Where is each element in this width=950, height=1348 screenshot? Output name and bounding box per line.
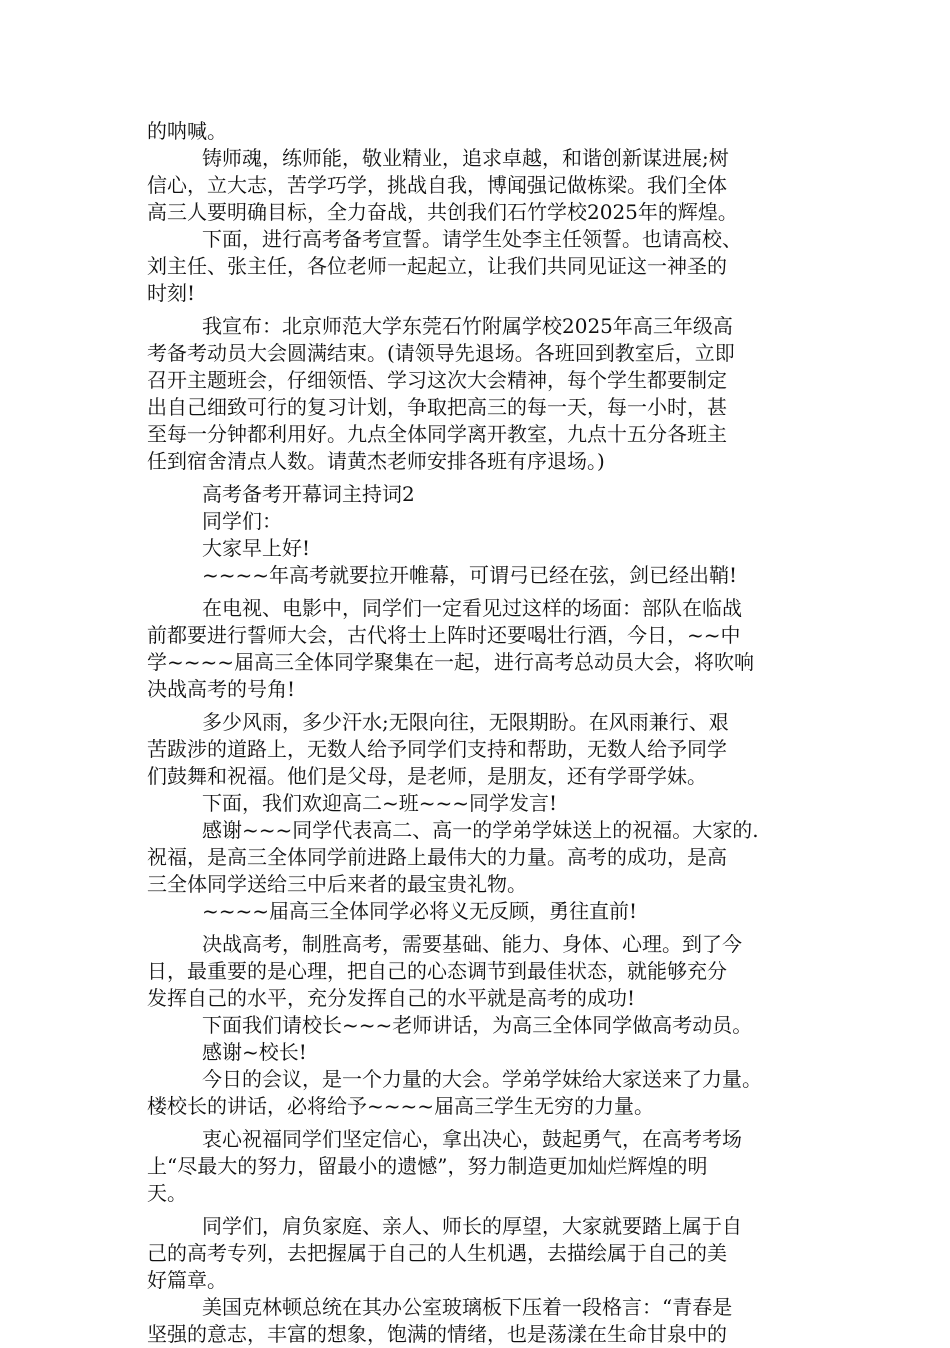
text-line: 上“尽最大的努力，留最小的遗憾”，努力制造更加灿烂辉煌的明 <box>147 1154 708 1178</box>
text-line: 感谢~校长! <box>202 1040 307 1064</box>
text-line: 时刻! <box>147 281 196 305</box>
text-line: ~~~~年高考就要拉开帷幕，可谓弓已经在弦，剑已经出鞘! <box>202 563 738 587</box>
text-line: 楼校长的讲话，必将给予~~~~届高三学生无穷的力量。 <box>147 1094 655 1118</box>
text-line: 前都要进行誓师大会，古代将士上阵时还要喝壮行酒，今日，~~中 <box>147 623 741 647</box>
text-line: 在电视、电影中，同学们一定看见过这样的场面：部队在临战 <box>202 596 742 620</box>
text-line: 日，最重要的是心理，把自己的心态调节到最佳状态，就能够充分 <box>147 959 727 983</box>
text-line: 祝福，是高三全体同学前进路上最伟大的力量。高考的成功，是高 <box>147 845 727 869</box>
text-line: 下面，进行高考备考宣誓。请学生处李主任领誓。也请高校、 <box>202 227 742 251</box>
text-line: 任到宿舍清点人数。请黄杰老师安排各班有序退场。) <box>147 449 605 473</box>
text-line: 铸师魂，练师能，敬业精业，追求卓越，和谐创新谋进展;树 <box>202 146 729 170</box>
text-line: 同学们： <box>202 509 282 533</box>
text-line: 发挥自己的水平，充分发挥自己的水平就是高考的成功! <box>147 986 636 1010</box>
text-line: 我宣布：北京师范大学东莞石竹附属学校2025年高三年级高 <box>202 314 733 338</box>
text-line: 美国克林顿总统在其办公室玻璃板下压着一段格言：“青春是 <box>202 1295 733 1319</box>
text-line: 学~~~~届高三全体同学聚集在一起，进行高考总动员大会，将吹响 <box>147 650 755 674</box>
text-line: 大家早上好! <box>202 536 311 560</box>
text-line: 坚强的意志，丰富的想象，饱满的情绪，也是荡漾在生命甘泉中的 <box>147 1322 727 1346</box>
text-line: 高考备考开幕词主持词2 <box>202 482 415 506</box>
text-line: 召开主题班会，仔细领悟、学习这次大会精神，每个学生都要制定 <box>147 368 727 392</box>
text-line: 好篇章。 <box>147 1268 227 1292</box>
text-line: 多少风雨，多少汗水;无限向往，无限期盼。在风雨兼行、艰 <box>202 710 729 734</box>
text-line: 今日的会议，是一个力量的大会。学弟学妹给大家送来了力量。 <box>202 1067 762 1091</box>
document-body <box>147 118 827 1348</box>
text-line: 考备考动员大会圆满结束。(请领导先退场。各班回到教室后，立即 <box>147 341 735 365</box>
text-line: 们鼓舞和祝福。他们是父母，是老师，是朋友，还有学哥学妹。 <box>147 764 707 788</box>
text-line: 苦跋涉的道路上，无数人给予同学们支持和帮助，无数人给予同学 <box>147 737 727 761</box>
text-line: 决战高考，制胜高考，需要基础、能力、身体、心理。到了今 <box>202 932 742 956</box>
text-line: 下面我们请校长~~~老师讲话，为高三全体同学做高考动员。 <box>202 1013 753 1037</box>
text-line: 己的高考专列，去把握属于自己的人生机遇，去描绘属于自己的美 <box>147 1241 727 1265</box>
text-line: 刘主任、张主任，各位老师一起起立，让我们共同见证这一神圣的 <box>147 254 727 278</box>
text-line: 高三人要明确目标，全力奋战，共创我们石竹学校2025年的辉煌。 <box>147 200 738 224</box>
text-line: 三全体同学送给三中后来者的最宝贵礼物。 <box>147 872 527 896</box>
text-line: 出自己细致可行的复习计划，争取把高三的每一天，每一小时，甚 <box>147 395 727 419</box>
text-line: 天。 <box>147 1181 187 1205</box>
text-line: ~~~~届高三全体同学必将义无反顾，勇往直前! <box>202 899 638 923</box>
text-line: 信心，立大志，苦学巧学，挑战自我，博闻强记做栋梁。我们全体 <box>147 173 727 197</box>
text-line: 决战高考的号角! <box>147 677 296 701</box>
text-line: 的呐喊。 <box>147 119 227 143</box>
text-line: 感谢~~~同学代表高二、高一的学弟学妹送上的祝福。大家的. <box>202 818 759 842</box>
text-line: 衷心祝福同学们坚定信心，拿出决心，鼓起勇气，在高考考场 <box>202 1127 742 1151</box>
text-line: 至每一分钟都利用好。九点全体同学离开教室，九点十五分各班主 <box>147 422 727 446</box>
text-line: 下面，我们欢迎高二~班~~~同学发言! <box>202 791 558 815</box>
text-line: 同学们，肩负家庭、亲人、师长的厚望，大家就要踏上属于自 <box>202 1214 742 1238</box>
